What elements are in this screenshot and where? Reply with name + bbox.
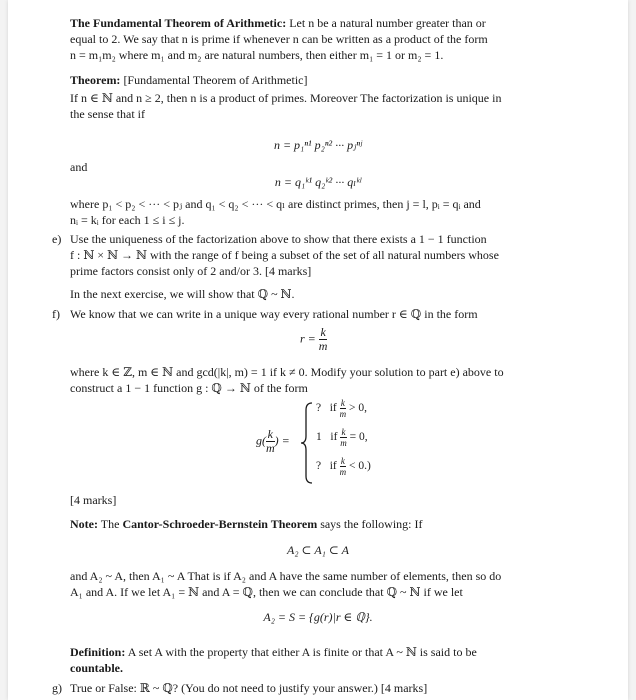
case-if: if — [329, 460, 337, 473]
case-fraction-numerator: k — [340, 456, 345, 466]
part-g-text: True or False: ℝ ~ ℚ? (You do not need to justify your answer.) [4 marks] — [70, 681, 428, 695]
case-value: ? — [316, 402, 322, 415]
theorem-title-line — [70, 73, 308, 88]
theorem-equation-2: n = q₁ᵏ¹ q₂ᵏ² ··· qₗᵏˡ — [274, 175, 362, 189]
document-content — [8, 0, 628, 700]
note-text-post: says the following: If — [320, 517, 423, 531]
piecewise-case-1 — [316, 398, 367, 419]
part-g-marker: g) — [52, 681, 62, 695]
definition-heading: Definition: — [70, 645, 126, 659]
definition-line-1 — [70, 645, 477, 660]
k-over-m-fraction — [319, 326, 328, 353]
theorem-equation-1: n = p₁ⁿ¹ p₂ⁿ² ··· pⱼⁿʲ — [273, 138, 363, 152]
note-subset-equation: A₂ ⊂ A₁ ⊂ A — [286, 543, 349, 557]
case-fraction-numerator: k — [340, 398, 345, 408]
note-line-1 — [70, 517, 423, 532]
note-text-pre: The — [100, 517, 120, 531]
part-e-line-2: f : ℕ × ℕ → ℕ with the range of f being a subset of the set of all natural numbers whose — [70, 248, 499, 262]
note-line-3: A₁ and A. If we let A₁ = ℕ and A = ℚ, then we can conclude that ℚ ~ ℕ if we let — [70, 585, 463, 599]
case-relation: < 0.) — [349, 460, 371, 473]
case-if: if — [329, 402, 337, 415]
fta-line-1-text: Let n be a natural number greater than or — [289, 16, 486, 30]
part-e-line-3: prime factors consist only of 2 and/or 3. [4 marks] — [70, 264, 312, 278]
fta-line-2: equal to 2. We say that n is prime if whenever n can be written as a product of the form — [70, 32, 488, 46]
piecewise-case-2 — [316, 427, 368, 448]
document-page — [8, 0, 628, 700]
fraction-denominator: m — [318, 339, 328, 353]
part-f-marks: [4 marks] — [70, 493, 117, 507]
g-fraction — [266, 428, 275, 455]
case-fraction-numerator: k — [341, 427, 346, 437]
left-brace — [300, 402, 314, 484]
piecewise-case-3 — [316, 456, 371, 477]
fta-line-3: n = m₁m₂ where m₁ and m₂ are natural numbers, then either m₁ = 1 or m₂ = 1. — [70, 48, 444, 62]
definition-text: A set A with the property that either A is finite or that A ~ ℕ is said to be — [127, 645, 477, 659]
r-equals: r = — [300, 331, 316, 346]
part-f-line-1: We know that we can write in a unique way every rational number r ∈ ℚ in the form — [70, 307, 478, 321]
g-function-lhs — [256, 428, 290, 455]
countable-term: countable. — [70, 661, 124, 675]
case-fraction-denominator: m — [340, 438, 347, 448]
theorem-and: and — [70, 160, 88, 174]
case-fraction-denominator: m — [339, 467, 347, 477]
theorem-title: [Fundamental Theorem of Arithmetic] — [123, 73, 308, 87]
next-exercise-text: In the next exercise, we will show that ℚ ~ ℕ. — [70, 287, 295, 301]
case-relation: > 0, — [349, 402, 368, 415]
definition-line-2 — [70, 661, 123, 676]
part-f-r-equation — [300, 326, 327, 353]
theorem-heading: Theorem: — [70, 73, 121, 87]
fta-heading: The Fundamental Theorem of Arithmetic: — [70, 16, 287, 30]
fta-line-1 — [70, 16, 486, 31]
theorem-line-1: If n ∈ ℕ and n ≥ 2, then n is a product of primes. Moreover The factorization is unique in — [70, 91, 502, 105]
note-heading: Note: — [70, 517, 98, 531]
case-relation: = 0, — [349, 431, 368, 444]
theorem-line-2: the sense that if — [70, 107, 145, 121]
case-value: 1 — [316, 431, 322, 444]
part-f-where-2: construct a 1 − 1 function g : ℚ → ℕ of the form — [70, 381, 308, 395]
case-fraction — [340, 456, 347, 477]
part-f-where-1: where k ∈ ℤ, m ∈ ℕ and gcd(|k|, m) = 1 if k ≠ 0. Modify your solution to part e) above to — [70, 365, 504, 379]
theorem-where-2: nᵢ = kᵢ for each 1 ≤ i ≤ j. — [70, 213, 185, 227]
csb-theorem-name: Cantor-Schroeder-Bernstein Theorem — [122, 517, 318, 531]
g-open: g( — [256, 433, 266, 448]
case-if: if — [330, 431, 338, 444]
note-set-equation: A₂ = S = {g(r)|r ∈ ℚ}. — [263, 610, 373, 624]
part-f-marker: f) — [52, 307, 60, 321]
fraction-numerator: k — [320, 325, 326, 339]
case-fraction — [340, 427, 347, 448]
part-e-line-1: Use the uniqueness of the factorization above to show that there exists a 1 − 1 function — [70, 232, 487, 246]
part-e-marker: e) — [52, 232, 62, 246]
note-line-2: and A₂ ~ A, then A₁ ~ A That is if A₂ and A have the same number of elements, then so do — [70, 569, 502, 583]
g-close: ) = — [274, 433, 290, 448]
case-fraction — [340, 398, 347, 419]
theorem-where-1: where p₁ < p₂ < ··· < pⱼ and q₁ < q₂ < ··· < qₗ are distinct primes, then j = l, pᵢ = qᵢ and — [70, 197, 481, 211]
g-fraction-numerator: k — [267, 427, 273, 441]
g-fraction-denominator: m — [266, 441, 275, 455]
case-fraction-denominator: m — [339, 409, 347, 419]
case-value: ? — [316, 460, 322, 473]
